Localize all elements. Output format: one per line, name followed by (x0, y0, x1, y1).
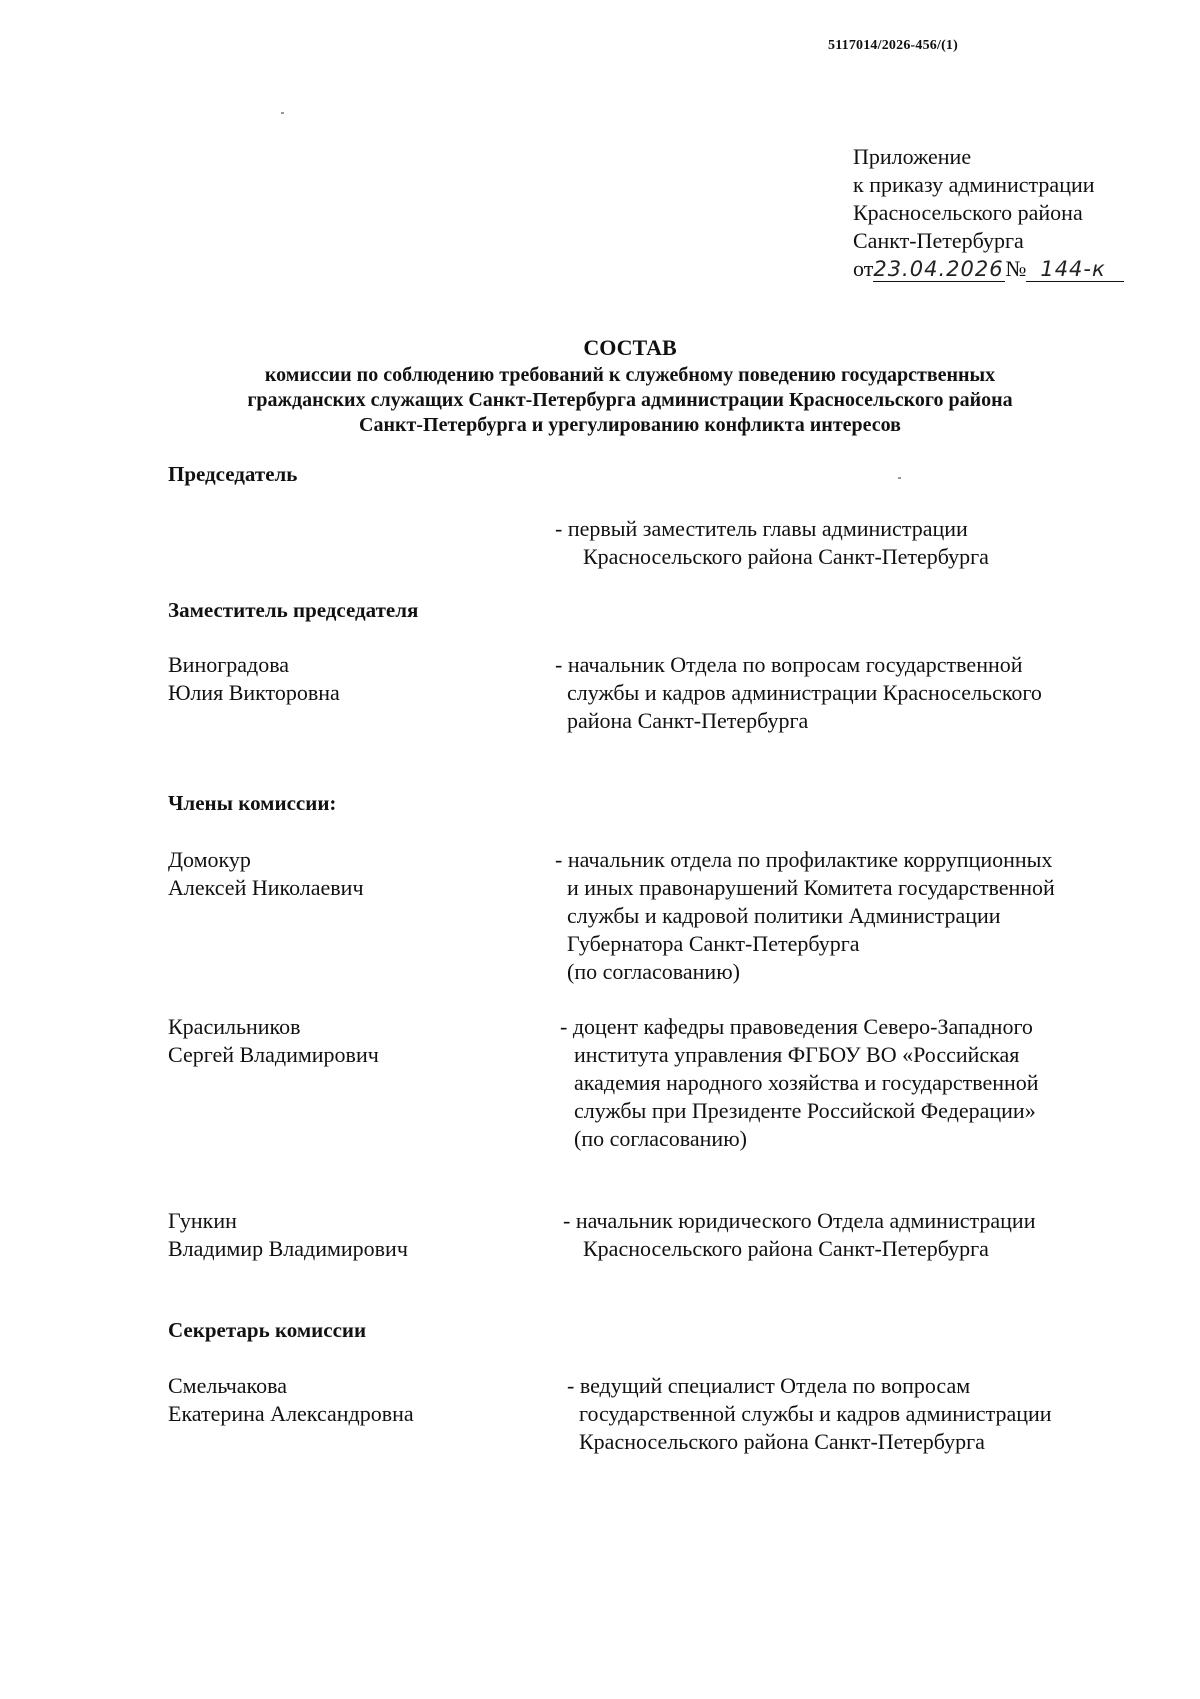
subtitle-line: Санкт-Петербурга и урегулированию конфликта интересов (359, 414, 901, 436)
section-heading-deputy: Заместитель председателя (168, 598, 419, 622)
member-description: - начальник отдела по профилактике коррупционных и иных правонарушений Комитета государственной службы и кадровой политики Администрации Губернатора Санкт-Петербурга (по согласованию) (555, 847, 1055, 984)
section-heading-chairman: Председатель (168, 462, 298, 486)
document-number: 5117014/2026-456/(1) (828, 38, 958, 53)
deputy-name: Виноградова Юлия Викторовна (168, 652, 340, 705)
scan-speck (898, 477, 901, 479)
order-date-line (853, 255, 1124, 283)
member-name: Красильников Сергей Владимирович (168, 1014, 379, 1067)
appendix-line: Санкт-Петербурга (853, 228, 1024, 253)
number-prefix: № (1005, 256, 1027, 281)
subtitle-line: гражданских служащих Санкт-Петербурга администрации Красносельского района (247, 389, 1013, 411)
secretary-name: Смельчакова Екатерина Александровна (168, 1373, 414, 1426)
member-description: - доцент кафедры правоведения Северо-Западного института управления ФГБОУ ВО «Российская академия народного хозяйства и государственной службы при Президенте Российской Федерации» (по согласованию) (560, 1014, 1039, 1151)
appendix-line: к приказу администрации (853, 172, 1095, 197)
section-heading-secretary: Секретарь комиссии (168, 1318, 367, 1342)
handwritten-date: 23.04.2026 (873, 257, 1004, 281)
date-prefix: от (853, 256, 874, 281)
appendix-line: Приложение (853, 144, 972, 169)
subtitle-line: комиссии по соблюдению требований к служебному поведению государственных (264, 364, 996, 386)
appendix-line: Красносельского района (853, 200, 1083, 225)
document-title: СОСТАВ (583, 335, 677, 360)
handwritten-number: 144-к (1026, 257, 1124, 282)
secretary-description: - ведущий специалист Отдела по вопросам государственной службы и кадров администрации Красносельского района Санкт-Петербурга (567, 1373, 1052, 1454)
scan-speck (281, 112, 284, 114)
document-title-block (150, 333, 1110, 438)
chairman-description: - первый заместитель главы администрации Красносельского района Санкт-Петербурга (555, 516, 989, 569)
appendix-block (853, 143, 1124, 283)
section-heading-members: Члены комиссии: (168, 791, 337, 815)
member-description: - начальник юридического Отдела администрации Красносельского района Санкт-Петербурга (563, 1208, 1036, 1261)
deputy-description: - начальник Отдела по вопросам государственной службы и кадров администрации Красносельского района Санкт-Петербурга (555, 652, 1042, 733)
member-name: Домокур Алексей Николаевич (168, 847, 364, 900)
member-name: Гункин Владимир Владимирович (168, 1208, 408, 1261)
